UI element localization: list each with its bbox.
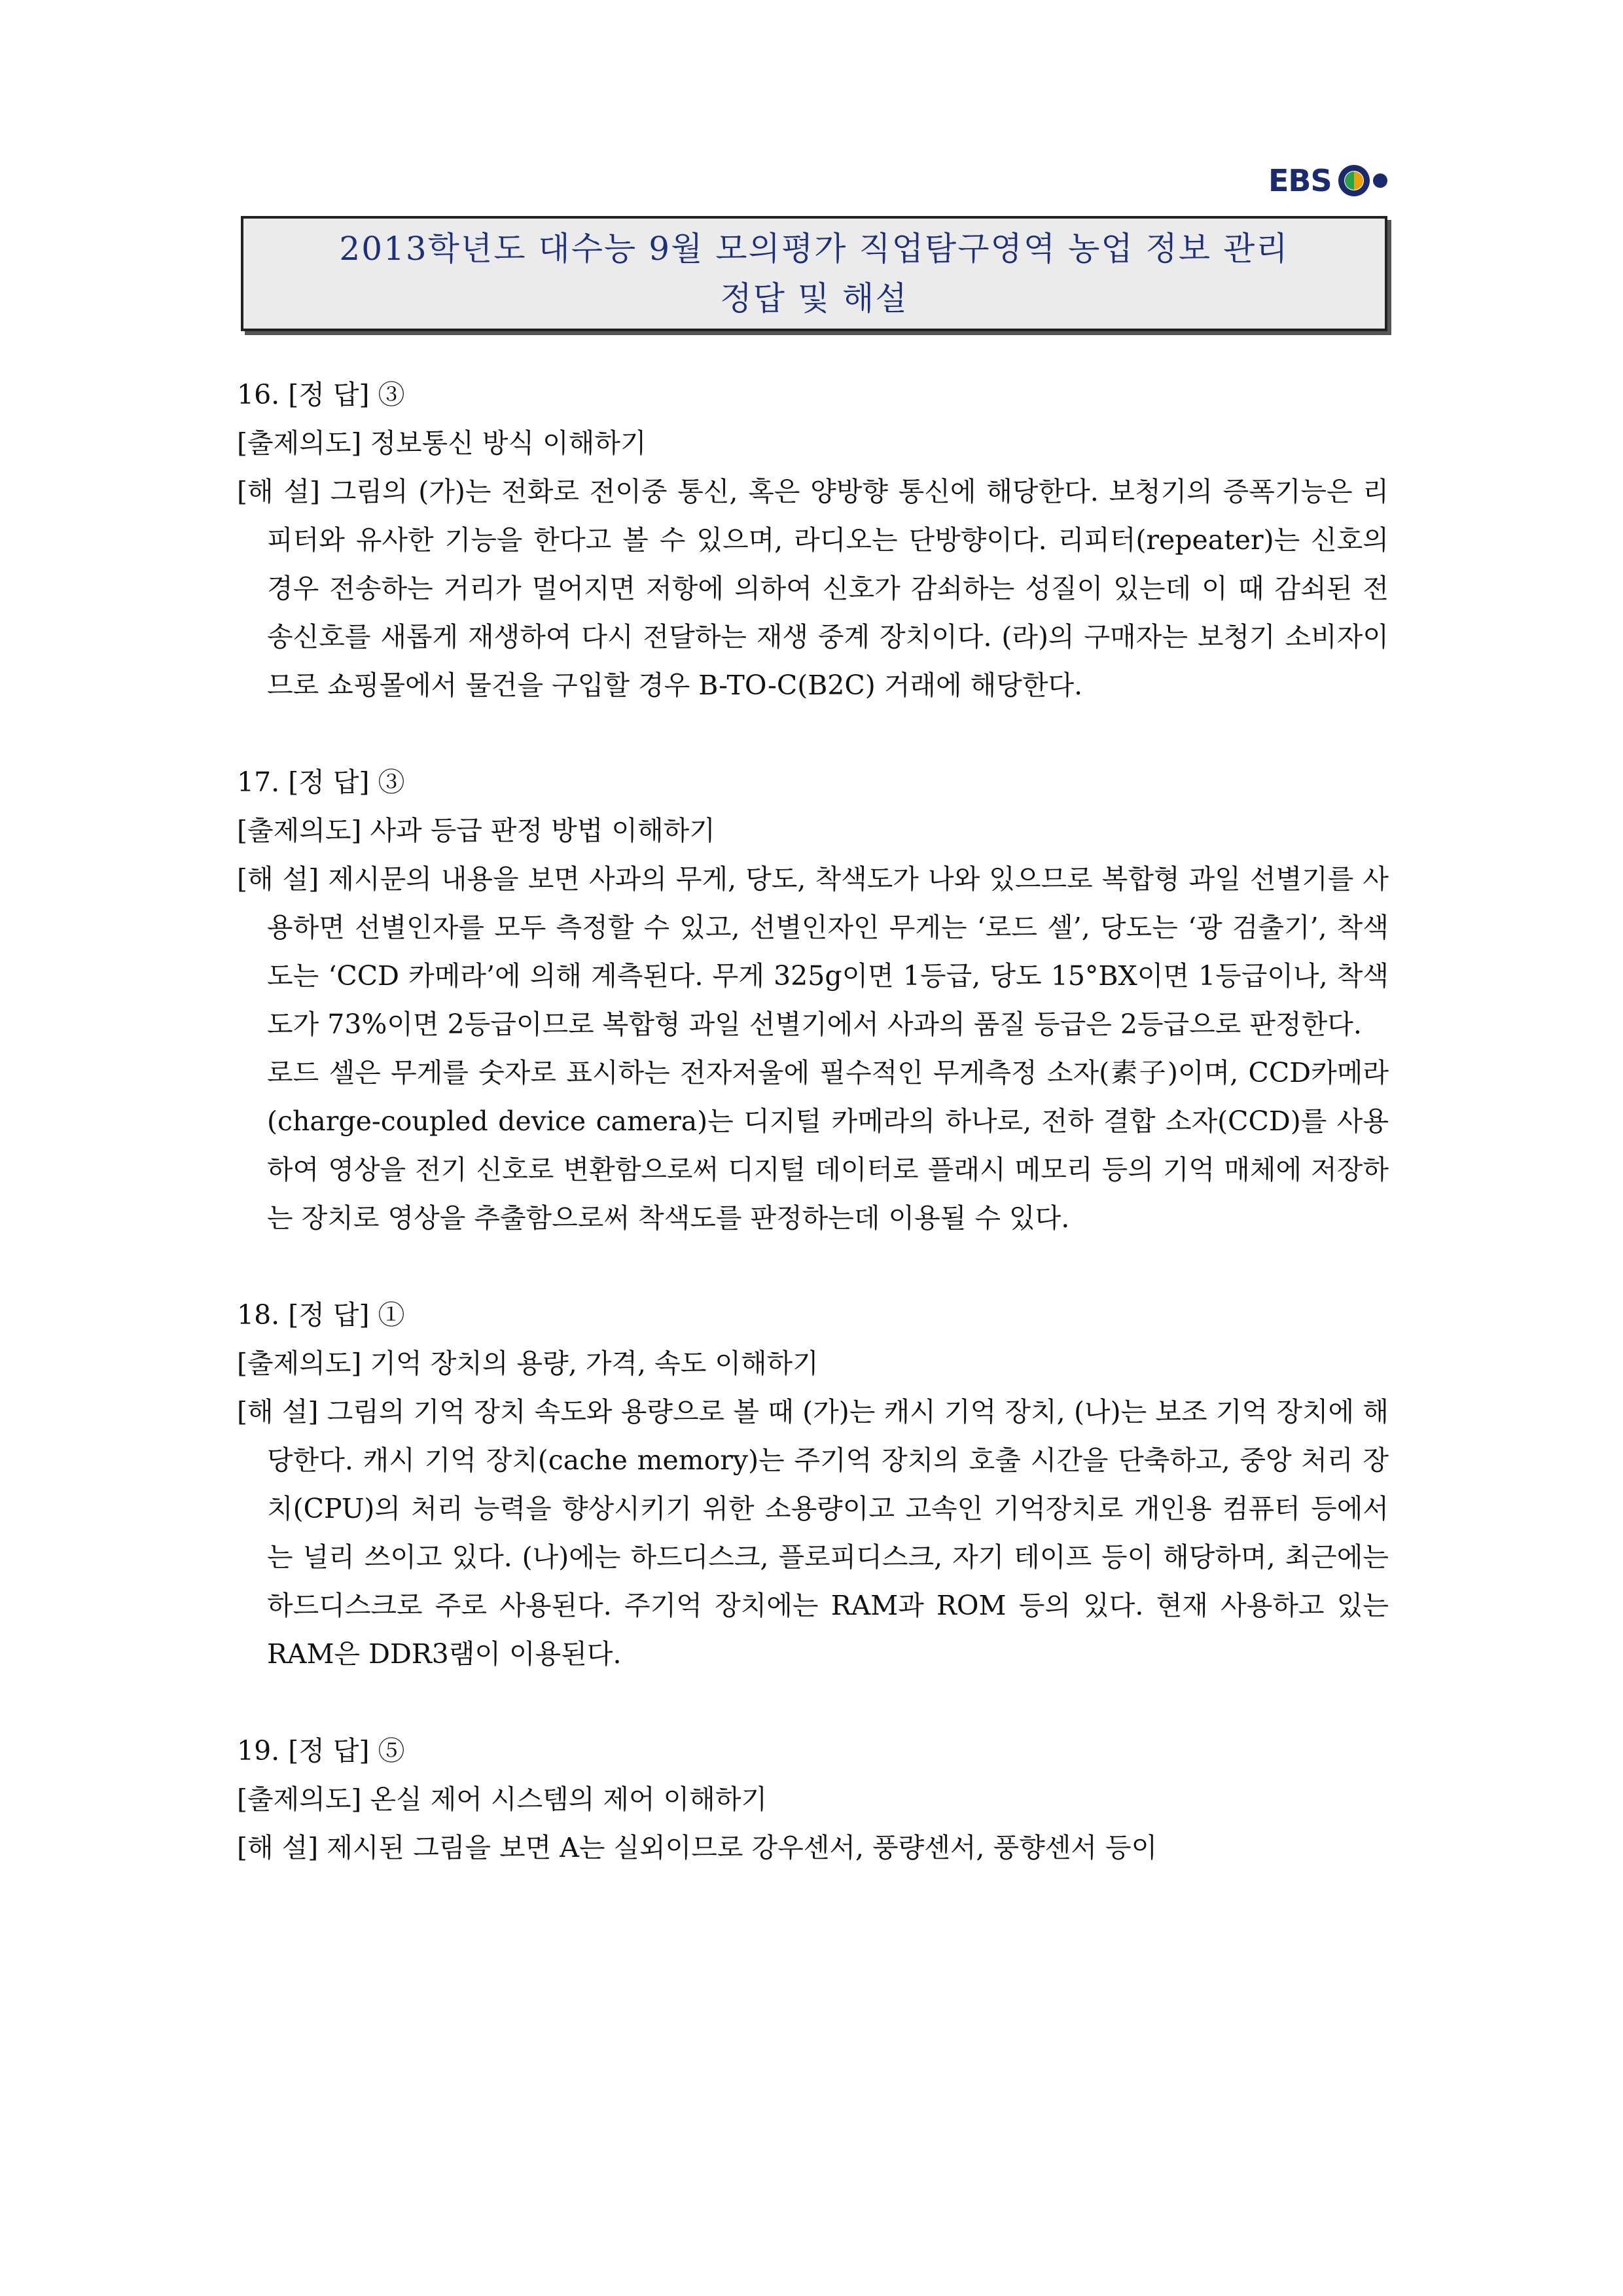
answer-line: 18. [정 답] ① [237,1299,405,1331]
ebs-logo [1268,154,1393,207]
explanation-paragraph: [해 설] 제시된 그림을 보면 A는 실외이므로 강우센서, 풍량센서, 풍향센서 등이 [237,1832,1158,1863]
answer-line: 17. [정 답] ③ [237,766,405,798]
ebs-logo-text: EBS [1268,163,1332,198]
intent-line: [출제의도] 정보통신 방식 이해하기 [237,427,647,459]
question-17 [237,758,1389,1242]
page-subtitle: 정답 및 해설 [720,279,908,317]
explanation-extra-paragraph: 로드 셀은 무게를 숫자로 표시하는 전자저울에 필수적인 무게측정 소자(素子)이며, CCD카메라(charge-coupled device camera)는 디지털 카메라의 하나로, 전하 결합 소자(CCD)를 사용하여 영상을 전기 신호로 변환함으로써 디지털 데이터로 플래시 메모리 등의 기억 매체에 저장하는 장치로 영상을 추출함으로써 착색도를 판정하는데 이용될 수 있다. [267,1057,1389,1234]
title-box [241,216,1387,331]
intent-line: [출제의도] 사과 등급 판정 방법 이해하기 [237,815,715,846]
intent-line: [출제의도] 온실 제어 시스템의 제어 이해하기 [237,1784,768,1815]
intent-line: [출제의도] 기억 장치의 용량, 가격, 속도 이해하기 [237,1348,819,1379]
page-title: 2013학년도 대수능 9월 모의평가 직업탐구영역 농업 정보 관리 [339,230,1289,268]
question-19 [237,1727,1389,1872]
explanation-paragraph: [해 설] 그림의 (가)는 전화로 전이중 통신, 혹은 양방향 통신에 해당한다. 보청기의 증폭기능은 리피터와 유사한 기능을 한다고 볼 수 있으며, 라디오는 단방향이다. 리피터(repeater)는 신호의 경우 전송하는 거리가 멀어지면 저항에 의하여 신호가 감쇠하는 성질이 있는데 이 때 감쇠된 전송신호를 새롭게 재생하여 다시 전달하는 재생 중계 장치이다. (라)의 구매자는 보청기 소비자이므로 쇼핑몰에서 물건을 구입할 경우 B-TO-C(B2C) 거래에 해당한다. [237,476,1389,701]
explanation-paragraph: [해 설] 제시문의 내용을 보면 사과의 무게, 당도, 착색도가 나와 있으므로 복합형 과일 선별기를 사용하면 선별인자를 모두 측정할 수 있고, 선별인자인 무게는 ‘로드 셀’, 당도는 ‘광 검출기’, 착색도는 ‘CCD 카메라’에 의해 계측된다. 무게 325g이면 1등급, 당도 15°BX이면 1등급이나, 착색도가 73%이면 2등급이므로 복합형 과일 선별기에서 사과의 품질 등급은 2등급으로 판정한다. [237,863,1389,1040]
answer-line: 16. [정 답] ③ [237,379,405,410]
ebs-logo-mark-icon [1337,161,1389,200]
answer-content [237,370,1389,1920]
answer-line: 19. [정 답] ⑤ [237,1735,405,1767]
explanation-paragraph: [해 설] 그림의 기억 장치 속도와 용량으로 볼 때 (가)는 캐시 기억 장치, (나)는 보조 기억 장치에 해당한다. 캐시 기억 장치(cache memory)는 주기억 장치의 호출 시간을 단축하고, 중앙 처리 장치(CPU)의 처리 능력을 향상시키기 위한 소용량이고 고속인 기억장치로 개인용 컴퓨터 등에서는 널리 쓰이고 있다. (나)에는 하드디스크, 플로피디스크, 자기 테이프 등이 해당하며, 최근에는 하드디스크로 주로 사용된다. 주기억 장치에는 RAM과 ROM 등의 있다. 현재 사용하고 있는 RAM은 DDR3램이 이용된다. [237,1396,1389,1670]
question-16 [237,370,1389,709]
question-18 [237,1291,1389,1678]
